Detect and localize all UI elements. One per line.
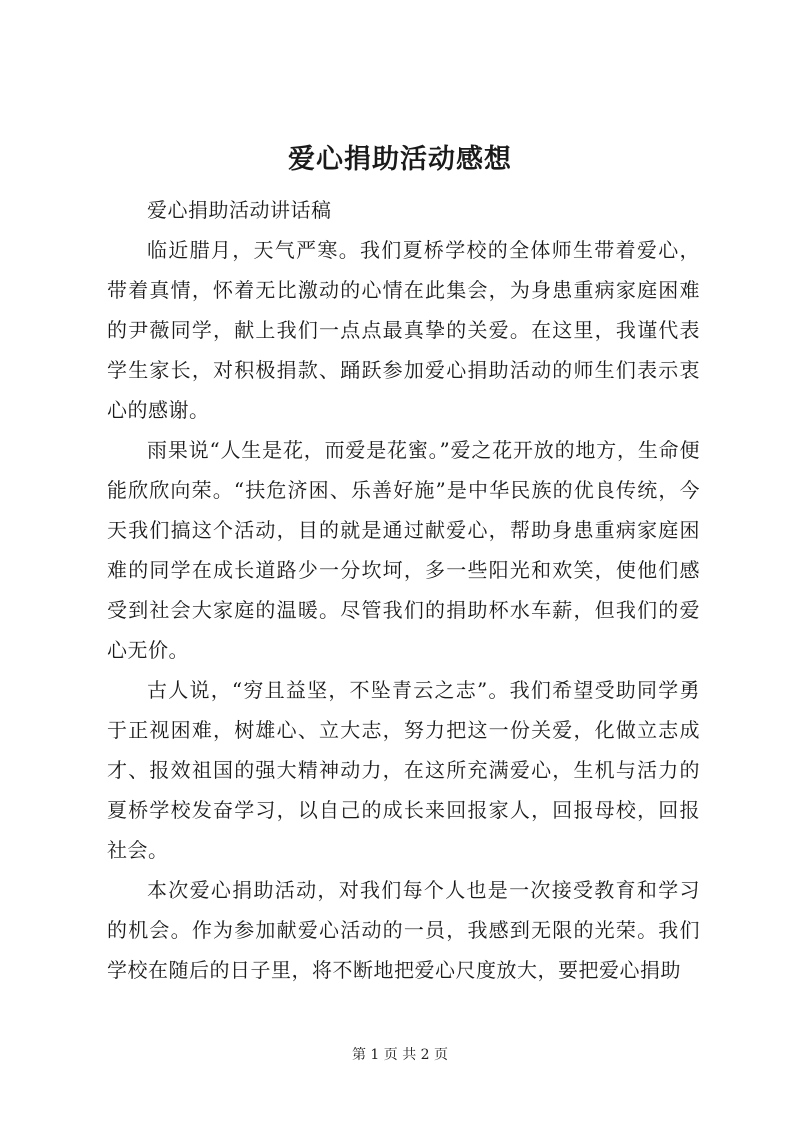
page-number-footer: 第 1 页 共 2 页 xyxy=(351,1047,449,1063)
document-title: 爱心捐助活动感想 xyxy=(288,144,512,175)
document-body xyxy=(107,190,700,990)
paragraph: 临近腊月，天气严寒。我们夏桥学校的全体师生带着爱心，带着真情，怀着无比激动的心情在此集会，为身患重病家庭困难的尹薇同学，献上我们一点点最真挚的关爱。在这里，我谨代表学生家长，对积极捐款、踊跃参加爱心捐助活动的师生们表示衷心的感谢。 xyxy=(107,238,700,422)
paragraph: 古人说，“穷且益坚，不坠青云之志”。我们希望受助同学勇于正视困难，树雄心、立大志，努力把这一份关爱，化做立志成才、报效祖国的强大精神动力，在这所充满爱心，生机与活力的夏桥学校发奋学习，以自己的成长来回报家人，回报母校，回报社会。 xyxy=(107,678,700,862)
paragraph: 本次爱心捐助活动，对我们每个人也是一次接受教育和学习的机会。作为参加献爱心活动的一员，我感到无限的光荣。我们学校在随后的日子里，将不断地把爱心尺度放大，要把爱心捐助 xyxy=(107,878,700,982)
paragraph-subtitle: 爱心捐助活动讲话稿 xyxy=(147,198,332,222)
paragraph: 雨果说“人生是花，而爱是花蜜。”爱之花开放的地方，生命便能欣欣向荣。“扶危济困、乐善好施”是中华民族的优良传统，今天我们搞这个活动，目的就是通过献爱心，帮助身患重病家庭困难的同学在成长道路少一分坎坷，多一些阳光和欢笑，使他们感受到社会大家庭的温暖。尽管我们的捐助杯水车薪，但我们的爱心无价。 xyxy=(107,438,700,662)
